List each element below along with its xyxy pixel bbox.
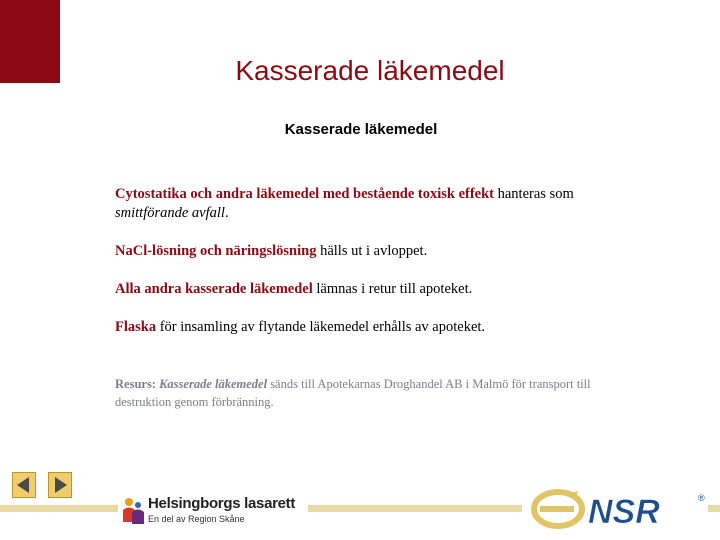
nsr-text: NSR: [588, 493, 660, 531]
resource-note: Resurs: Kasserade läkemedel sänds till Apotekarnas Droghandel AB i Malmö för transport till destruktion genom förbränning.: [115, 377, 591, 409]
highlight-nacl: NaCl-lösning och näringslösning: [115, 243, 317, 259]
slide-subtitle: Kasserade läkemedel: [284, 121, 438, 138]
highlight-alla-andra: Alla andra kasserade läkemedel: [115, 281, 313, 297]
nsr-emblem-icon: [530, 487, 708, 531]
helsingborgs-lasarett-logo: [118, 494, 308, 530]
hospital-name: Helsingborgs lasarett: [148, 495, 296, 512]
arrow-left-icon: [13, 473, 35, 497]
italic-smittforande: smittförande avfall: [115, 205, 225, 221]
body-text: [115, 185, 605, 356]
hospital-emblem-icon: [120, 496, 146, 526]
paragraph-cytostatika: Cytostatika och andra läkemedel med bestående toxisk effekt hanteras som smittförande avfall.: [115, 186, 574, 221]
registered-mark: ®: [698, 493, 705, 503]
next-slide-button[interactable]: [48, 472, 72, 498]
hospital-tagline: En del av Region Skåne: [148, 514, 245, 524]
previous-slide-button[interactable]: [12, 472, 36, 498]
paragraph-alla-andra: Alla andra kasserade läkemedel lämnas i retur till apoteket.: [115, 281, 473, 297]
arrow-right-icon: [49, 473, 71, 497]
paragraph-flaska: Flaska för insamling av flytande läkemedel erhålls av apoteket.: [115, 319, 486, 335]
paragraph-nacl: NaCl-lösning och näringslösning hälls ut i avloppet.: [115, 243, 428, 259]
highlight-cytostatika: Cytostatika och andra läkemedel med bestående toxisk effekt: [115, 186, 494, 202]
highlight-flaska: Flaska: [115, 319, 157, 335]
nsr-logo: [530, 487, 708, 531]
slide-title: Kasserade läkemedel: [235, 55, 505, 86]
